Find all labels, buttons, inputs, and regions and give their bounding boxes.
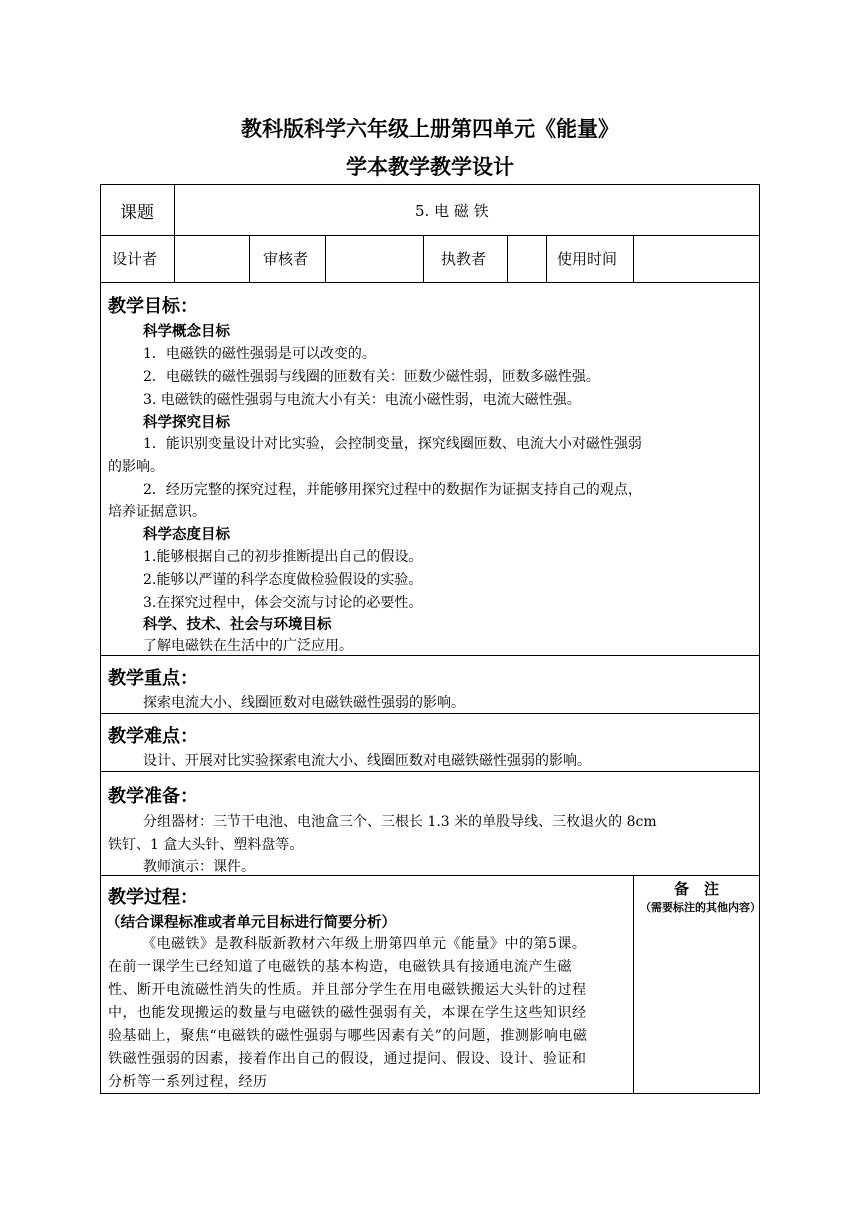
row-divider <box>100 771 760 772</box>
teacher-label: 执教者 <box>441 250 487 268</box>
preparation-line: 铁钉、1 盒大头针、塑料盘等。 <box>108 837 304 853</box>
row-divider <box>100 655 760 656</box>
use-time-value[interactable] <box>635 237 758 281</box>
difficult-point-text: 设计、开展对比实验探索电流大小、线圈匝数对电磁铁磁性强弱的影响。 <box>143 753 591 769</box>
objectives-heading: 教学目标： <box>108 296 198 317</box>
document-title: 教科版科学六年级上册第四单元《能量》 <box>241 117 619 141</box>
topic-value: 5. 电 磁 铁 <box>415 202 489 220</box>
designer-label: 设计者 <box>112 250 158 268</box>
inquiry-goal-line: 的影响。 <box>108 459 164 475</box>
topic-label: 课题 <box>120 203 154 223</box>
notes-title: 备 注 <box>674 880 720 898</box>
column-divider <box>325 235 326 282</box>
teacher-value[interactable] <box>509 237 545 281</box>
designer-value[interactable] <box>176 237 248 281</box>
row-divider <box>100 713 760 714</box>
reviewer-label: 审核者 <box>263 250 309 268</box>
sts-goal-text: 了解电磁铁在生活中的广泛应用。 <box>143 638 353 654</box>
key-point-heading: 教学重点： <box>108 668 198 689</box>
use-time-label: 使用时间 <box>557 250 618 268</box>
preparation-line: 分组器材：三节干电池、电池盒三个、三根长 1.3 米的单股导线、三枚退火的 8cm <box>143 814 657 830</box>
column-divider <box>249 235 250 282</box>
column-divider <box>633 875 634 1094</box>
preparation-heading: 教学准备： <box>108 786 198 807</box>
row-divider <box>100 282 760 283</box>
process-heading: 教学过程： <box>108 887 198 908</box>
column-divider <box>423 235 424 282</box>
concept-goal-item: 1．电磁铁的磁性强弱是可以改变的。 <box>143 346 376 362</box>
row-divider <box>100 235 760 236</box>
notes-subtitle: （需要标注的其他内容） <box>640 901 761 914</box>
column-divider <box>633 235 634 282</box>
process-subheading: （结合课程标准或者单元目标进行简要分析） <box>106 915 396 931</box>
attitude-goal-title: 科学态度目标 <box>143 527 230 543</box>
column-divider <box>174 184 175 282</box>
preparation-line: 教师演示：课件。 <box>143 859 255 875</box>
reviewer-value[interactable] <box>327 237 422 281</box>
difficult-point-heading: 教学难点： <box>108 726 198 747</box>
process-paragraph: 《电磁铁》是教科版新教材六年级上册第四单元《能量》中的第5课。在前一课学生已经知道了电磁铁的基本构造，电磁铁具有接通电流产生磁性、断开电流磁性消失的性质。并且部分学生在用电磁铁搬运大头针的过程中，也能发现搬运的数量与电磁铁的磁性强弱有关，本课在学生这些知识经验基础上，聚焦“电磁铁的磁性强弱与哪些因素有关”的问题，推测影响电磁铁磁性强弱的因素，接着作出自己的假设，通过提问、假设、设计、验证和分析等一系列过程，经历 <box>108 936 588 1090</box>
inquiry-goal-line: 培养证据意识。 <box>108 504 206 520</box>
key-point-text: 探索电流大小、线圈匝数对电磁铁磁性强弱的影响。 <box>143 695 465 711</box>
column-divider <box>507 235 508 282</box>
column-divider <box>546 235 547 282</box>
concept-goal-item: 2．电磁铁的磁性强弱与线圈的匝数有关：匝数少磁性弱，匝数多磁性强。 <box>143 369 600 385</box>
attitude-goal-item: 1.能够根据自己的初步推断提出自己的假设。 <box>143 549 423 565</box>
attitude-goal-item: 2.能够以严谨的科学态度做检验假设的实验。 <box>143 572 423 588</box>
concept-goal-item: 3. 电磁铁的磁性强弱与电流大小有关：电流小磁性弱，电流大磁性强。 <box>143 392 581 408</box>
attitude-goal-item: 3.在探究过程中，体会交流与讨论的必要性。 <box>143 595 423 611</box>
sts-goal-title: 科学、技术、社会与环境目标 <box>143 617 332 633</box>
inquiry-goal-line: 1．能识别变量设计对比实验，会控制变量，探究线圈匝数、电流大小对磁性强弱 <box>143 436 642 452</box>
document-subtitle: 学本教学教学设计 <box>346 155 514 179</box>
inquiry-goal-line: 2．经历完整的探究过程，并能够用探究过程中的数据作为证据支持自己的观点， <box>143 482 642 498</box>
inquiry-goal-title: 科学探究目标 <box>143 415 230 431</box>
concept-goal-title: 科学概念目标 <box>143 324 230 340</box>
